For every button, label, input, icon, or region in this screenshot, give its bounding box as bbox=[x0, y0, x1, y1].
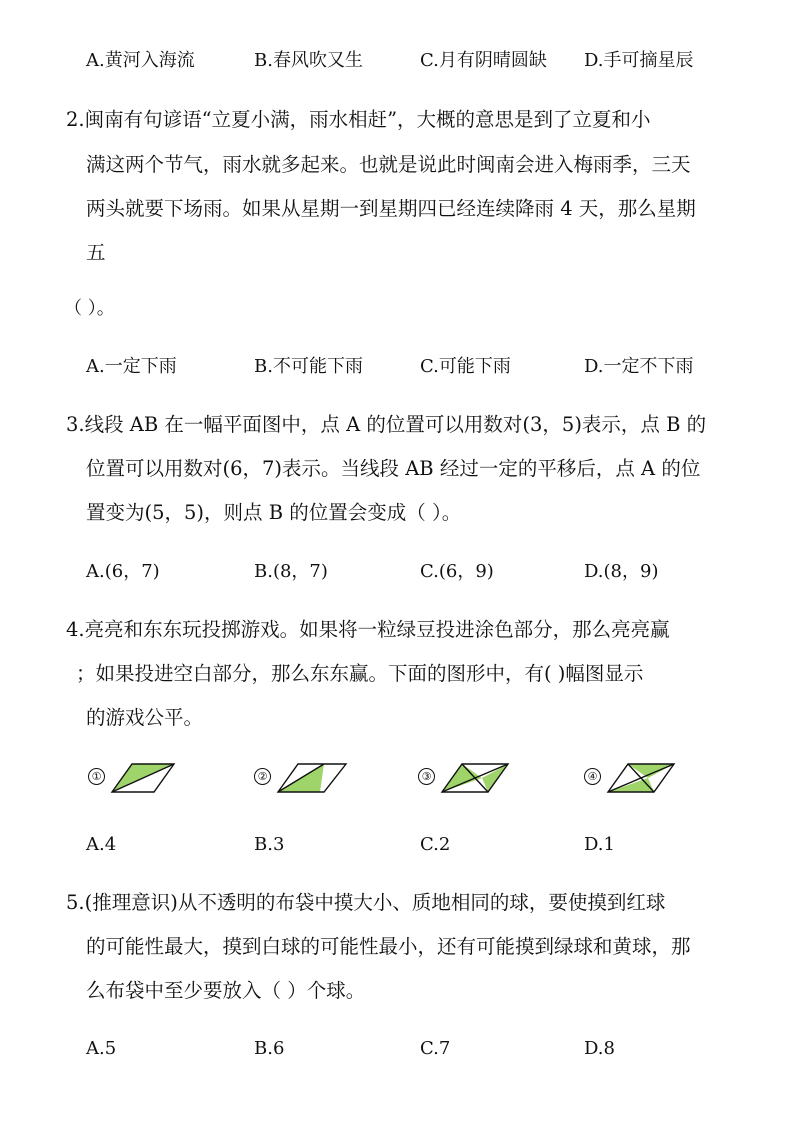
q2-option-d: D.一定不下雨 bbox=[584, 356, 694, 377]
q4-line-2: ；如果投进空白部分，那么东东赢。下面的图形中，有( )幅图显示 bbox=[76, 662, 644, 685]
q3-option-d: D.(8，9) bbox=[584, 561, 659, 582]
q1-option-c: C.月有阴晴圆缺 bbox=[420, 50, 547, 71]
figure-label-4: ④ bbox=[584, 768, 601, 785]
q4-option-d: D.1 bbox=[584, 834, 615, 855]
q4-line-3: 的游戏公平。 bbox=[86, 706, 204, 729]
q5-line-3: 么布袋中至少要放入（ ）个球。 bbox=[86, 979, 366, 1002]
q3-option-a: A.(6，7) bbox=[86, 561, 160, 582]
q3-line-3: 置变为(5，5)，则点 B 的位置会变成（ ）。 bbox=[86, 501, 462, 524]
q2-options bbox=[0, 352, 793, 382]
q4-option-a: A.4 bbox=[86, 834, 117, 855]
parallelogram-figure-1 bbox=[108, 762, 238, 796]
figure-label-1: ① bbox=[88, 768, 105, 785]
q5-option-d: D.8 bbox=[584, 1038, 615, 1059]
q2-line-2: 满这两个节气，雨水就多起来。也就是说此时闽南会进入梅雨季，三天 bbox=[86, 153, 691, 176]
q3-option-b: B.(8，7) bbox=[254, 561, 328, 582]
q2-line-4: 五 bbox=[86, 241, 106, 264]
q2-option-a: A.一定下雨 bbox=[86, 356, 177, 377]
q2-option-b: B.不可能下雨 bbox=[254, 356, 363, 377]
q2-line-3: 两头就要下场雨。如果从星期一到星期四已经连续降雨 4 天，那么星期 bbox=[86, 197, 696, 220]
q5-options bbox=[0, 1034, 793, 1064]
q1-option-a: A.黄河入海流 bbox=[86, 50, 195, 71]
q1-option-d: D.手可摘星辰 bbox=[584, 50, 694, 71]
q2-line-1: 2.闽南有句谚语“立夏小满，雨水相赶”，大概的意思是到了立夏和小 bbox=[66, 108, 651, 131]
shaded-region bbox=[482, 764, 508, 792]
q5-line-2: 的可能性最大，摸到白球的可能性最小，还有可能摸到绿球和黄球，那 bbox=[86, 935, 691, 958]
q4-figure-1 bbox=[88, 762, 238, 798]
q2-answer-blank: （ ）。 bbox=[64, 298, 115, 319]
figure-label-3: ③ bbox=[418, 768, 435, 785]
q1-options bbox=[0, 46, 793, 76]
q5-option-b: B.6 bbox=[254, 1038, 285, 1059]
parallelogram-figure-4 bbox=[604, 762, 734, 796]
q4-option-c: C.2 bbox=[420, 834, 451, 855]
parallelogram-figure-3 bbox=[438, 762, 568, 796]
q5-option-a: A.5 bbox=[86, 1038, 117, 1059]
q1-option-b: B.春风吹又生 bbox=[254, 50, 363, 71]
q4-figure-3 bbox=[418, 762, 568, 798]
q2-option-c: C.可能下雨 bbox=[420, 356, 511, 377]
q4-options bbox=[0, 830, 793, 860]
q4-option-b: B.3 bbox=[254, 834, 285, 855]
q3-option-c: C.(6，9) bbox=[420, 561, 494, 582]
q3-line-1: 3.线段 AB 在一幅平面图中，点 A 的位置可以用数对(3，5)表示，点 B 的 bbox=[66, 413, 707, 436]
figure-label-2: ② bbox=[254, 768, 271, 785]
q3-line-2: 位置可以用数对(6，7)表示。当线段 AB 经过一定的平移后，点 A 的位 bbox=[86, 457, 701, 480]
q5-line-1: 5.(推理意识)从不透明的布袋中摸大小、质地相同的球，要使摸到红球 bbox=[66, 891, 666, 914]
parallelogram-figure-2 bbox=[274, 762, 404, 796]
q4-line-1: 4.亮亮和东东玩投掷游戏。如果将一粒绿豆投进涂色部分，那么亮亮赢 bbox=[66, 618, 670, 641]
q5-option-c: C.7 bbox=[420, 1038, 451, 1059]
q4-figure-4 bbox=[584, 762, 734, 798]
q4-figure-2 bbox=[254, 762, 404, 798]
q3-options bbox=[0, 557, 793, 587]
